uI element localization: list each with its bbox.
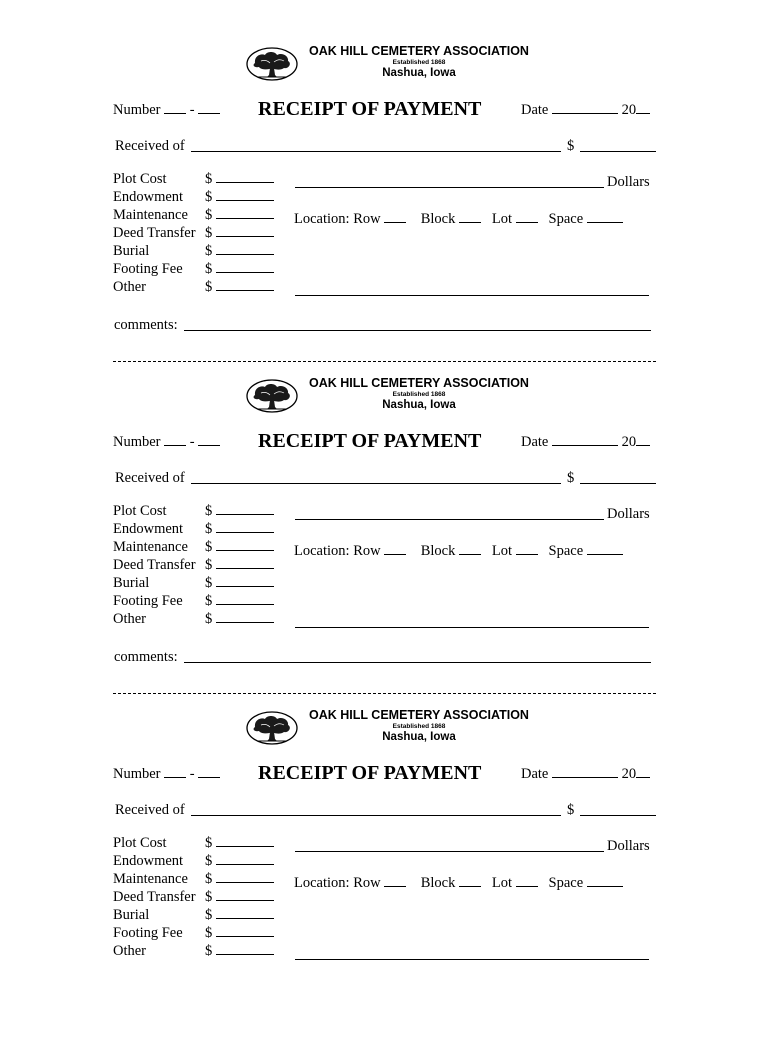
other-description-blank[interactable] (295, 959, 649, 960)
total-amount-blank[interactable] (580, 815, 656, 816)
number-dash: - (189, 102, 195, 118)
fee-amount-blank[interactable] (216, 242, 274, 255)
fee-label: Endowment (113, 521, 184, 537)
fee-amount-blank[interactable] (216, 924, 274, 937)
association-city: Nashua, Iowa (382, 399, 456, 411)
fee-row (113, 574, 274, 592)
date-blank[interactable] (552, 765, 618, 778)
fee-amount-blank[interactable] (216, 224, 274, 237)
association-header (246, 44, 546, 84)
received-of-label: Received of (115, 802, 185, 818)
number-suffix-blank[interactable] (198, 101, 220, 114)
fee-label: Plot Cost (113, 835, 167, 851)
date-label: Date (521, 434, 549, 450)
fee-row (113, 278, 274, 296)
lot-blank[interactable] (516, 542, 538, 555)
fee-label: Other (113, 611, 147, 627)
fee-dollar-sign: $ (205, 171, 213, 187)
year-prefix: 20 (621, 434, 637, 450)
block-blank[interactable] (459, 874, 481, 887)
fee-amount-blank[interactable] (216, 888, 274, 901)
fee-label: Footing Fee (113, 925, 183, 941)
oak-tree-icon (246, 711, 298, 745)
receipt-form (0, 376, 770, 708)
receipt-title: RECEIPT OF PAYMENT (258, 762, 482, 784)
date-field (521, 765, 650, 782)
receipt-title: RECEIPT OF PAYMENT (258, 98, 482, 120)
date-blank[interactable] (552, 433, 618, 446)
fee-row (113, 242, 274, 260)
year-prefix: 20 (621, 766, 637, 782)
date-label: Date (521, 102, 549, 118)
established-year: Established 1868 (392, 59, 446, 66)
fee-label: Endowment (113, 853, 184, 869)
space-blank[interactable] (587, 210, 623, 223)
number-blank[interactable] (164, 765, 186, 778)
fee-row (113, 888, 274, 906)
fee-row (113, 206, 274, 224)
comments-blank[interactable] (184, 330, 651, 331)
fee-label: Deed Transfer (113, 889, 196, 905)
number-label: Number (113, 434, 161, 450)
fee-dollar-sign: $ (205, 189, 213, 205)
fee-label: Maintenance (113, 207, 188, 223)
number-dash: - (189, 766, 195, 782)
total-dollar-sign: $ (567, 470, 575, 486)
fee-row (113, 224, 274, 242)
fee-amount-blank[interactable] (216, 206, 274, 219)
space-label: Space (548, 543, 584, 559)
comments-label: comments: (114, 649, 178, 665)
block-blank[interactable] (459, 542, 481, 555)
block-blank[interactable] (459, 210, 481, 223)
location-field (294, 210, 623, 227)
fee-row (113, 170, 274, 188)
fee-amount-blank[interactable] (216, 592, 274, 605)
fee-label: Deed Transfer (113, 225, 196, 241)
receipt-number-field (113, 765, 220, 782)
number-label: Number (113, 766, 161, 782)
receipt-form (0, 44, 770, 376)
comments-blank[interactable] (184, 662, 651, 663)
received-of-blank[interactable] (191, 151, 561, 152)
fee-row (113, 834, 274, 852)
received-of-label: Received of (115, 138, 185, 154)
other-description-blank[interactable] (295, 295, 649, 296)
lot-blank[interactable] (516, 210, 538, 223)
received-of-label: Received of (115, 470, 185, 486)
lot-label: Lot (491, 543, 513, 559)
location-field (294, 874, 623, 891)
space-blank[interactable] (587, 874, 623, 887)
fee-label: Plot Cost (113, 503, 167, 519)
fee-row (113, 556, 274, 574)
row-blank[interactable] (384, 874, 406, 887)
number-blank[interactable] (164, 433, 186, 446)
amount-in-words-blank[interactable] (295, 851, 604, 852)
number-dash: - (189, 434, 195, 450)
block-label: Block (420, 211, 456, 227)
fee-dollar-sign: $ (205, 593, 213, 609)
row-blank[interactable] (384, 542, 406, 555)
fee-dollar-sign: $ (205, 539, 213, 555)
fee-row (113, 188, 274, 206)
fee-row (113, 906, 274, 924)
fee-row (113, 870, 274, 888)
fee-dollar-sign: $ (205, 521, 213, 537)
established-year: Established 1868 (392, 723, 446, 730)
lot-blank[interactable] (516, 874, 538, 887)
row-label: Row (353, 543, 381, 559)
receipt-form (0, 708, 770, 1040)
fee-dollar-sign: $ (205, 611, 213, 627)
fee-row (113, 924, 274, 942)
other-description-blank[interactable] (295, 627, 649, 628)
established-year: Established 1868 (392, 391, 446, 398)
fee-label: Deed Transfer (113, 557, 196, 573)
fee-amount-blank[interactable] (216, 260, 274, 273)
fee-dollar-sign: $ (205, 243, 213, 259)
fee-dollar-sign: $ (205, 889, 213, 905)
fee-amount-blank[interactable] (216, 852, 274, 865)
location-label: Location: (294, 875, 350, 891)
total-dollar-sign: $ (567, 802, 575, 818)
fee-row (113, 260, 274, 278)
total-amount-blank[interactable] (580, 151, 656, 152)
fee-row (113, 520, 274, 538)
fee-label: Endowment (113, 189, 184, 205)
amount-in-words-blank[interactable] (295, 519, 604, 520)
fee-row (113, 942, 274, 960)
year-blank[interactable] (636, 765, 650, 778)
block-label: Block (420, 543, 456, 559)
space-label: Space (548, 211, 584, 227)
received-of-blank[interactable] (191, 483, 561, 484)
fee-label: Maintenance (113, 539, 188, 555)
amount-in-words-blank[interactable] (295, 187, 604, 188)
fee-label: Other (113, 943, 147, 959)
received-of-blank[interactable] (191, 815, 561, 816)
year-blank[interactable] (636, 433, 650, 446)
association-name: OAK HILL CEMETERY ASSOCIATION (309, 708, 529, 722)
fee-amount-blank[interactable] (216, 188, 274, 201)
fee-row (113, 852, 274, 870)
fee-dollar-sign: $ (205, 261, 213, 277)
number-suffix-blank[interactable] (198, 433, 220, 446)
fee-label: Maintenance (113, 871, 188, 887)
cut-line-divider (113, 361, 656, 362)
dollars-label: Dollars (607, 838, 650, 854)
fee-row (113, 538, 274, 556)
fee-label: Plot Cost (113, 171, 167, 187)
number-suffix-blank[interactable] (198, 765, 220, 778)
fee-label: Burial (113, 907, 150, 923)
date-field (521, 101, 650, 118)
row-blank[interactable] (384, 210, 406, 223)
fee-dollar-sign: $ (205, 557, 213, 573)
fee-row (113, 610, 274, 628)
fee-dollar-sign: $ (205, 853, 213, 869)
fee-amount-blank[interactable] (216, 574, 274, 587)
oak-tree-icon (246, 379, 298, 413)
total-amount-blank[interactable] (580, 483, 656, 484)
location-field (294, 542, 623, 559)
fee-label: Burial (113, 575, 150, 591)
association-header (246, 376, 546, 416)
location-label: Location: (294, 543, 350, 559)
comments-label: comments: (114, 317, 178, 333)
fee-dollar-sign: $ (205, 925, 213, 941)
row-label: Row (353, 875, 381, 891)
fee-row (113, 592, 274, 610)
fee-amount-blank[interactable] (216, 170, 274, 183)
fee-amount-blank[interactable] (216, 556, 274, 569)
fee-amount-blank[interactable] (216, 870, 274, 883)
dollars-label: Dollars (607, 506, 650, 522)
association-name: OAK HILL CEMETERY ASSOCIATION (309, 376, 529, 390)
fee-dollar-sign: $ (205, 943, 213, 959)
date-label: Date (521, 766, 549, 782)
fee-dollar-sign: $ (205, 207, 213, 223)
fee-amount-blank[interactable] (216, 610, 274, 623)
fee-amount-blank[interactable] (216, 538, 274, 551)
lot-label: Lot (491, 875, 513, 891)
dollars-label: Dollars (607, 174, 650, 190)
receipt-title: RECEIPT OF PAYMENT (258, 430, 482, 452)
fee-amount-blank[interactable] (216, 906, 274, 919)
block-label: Block (420, 875, 456, 891)
lot-label: Lot (491, 211, 513, 227)
space-label: Space (548, 875, 584, 891)
row-label: Row (353, 211, 381, 227)
date-blank[interactable] (552, 101, 618, 114)
association-name: OAK HILL CEMETERY ASSOCIATION (309, 44, 529, 58)
receipt-number-field (113, 433, 220, 450)
fee-amount-blank[interactable] (216, 834, 274, 847)
fee-dollar-sign: $ (205, 575, 213, 591)
location-label: Location: (294, 211, 350, 227)
fee-label: Burial (113, 243, 150, 259)
fee-label: Footing Fee (113, 593, 183, 609)
cut-line-divider (113, 693, 656, 694)
date-field (521, 433, 650, 450)
space-blank[interactable] (587, 542, 623, 555)
fee-dollar-sign: $ (205, 871, 213, 887)
fee-dollar-sign: $ (205, 907, 213, 923)
fee-dollar-sign: $ (205, 835, 213, 851)
total-dollar-sign: $ (567, 138, 575, 154)
number-label: Number (113, 102, 161, 118)
association-header (246, 708, 546, 748)
fee-dollar-sign: $ (205, 503, 213, 519)
fee-dollar-sign: $ (205, 279, 213, 295)
fee-dollar-sign: $ (205, 225, 213, 241)
oak-tree-icon (246, 47, 298, 81)
fee-amount-blank[interactable] (216, 278, 274, 291)
fee-amount-blank[interactable] (216, 942, 274, 955)
association-city: Nashua, Iowa (382, 67, 456, 79)
year-prefix: 20 (621, 102, 637, 118)
fee-label: Footing Fee (113, 261, 183, 277)
receipt-number-field (113, 101, 220, 118)
fee-row (113, 502, 274, 520)
fee-amount-blank[interactable] (216, 520, 274, 533)
fee-label: Other (113, 279, 147, 295)
year-blank[interactable] (636, 101, 650, 114)
fee-amount-blank[interactable] (216, 502, 274, 515)
number-blank[interactable] (164, 101, 186, 114)
association-city: Nashua, Iowa (382, 731, 456, 743)
